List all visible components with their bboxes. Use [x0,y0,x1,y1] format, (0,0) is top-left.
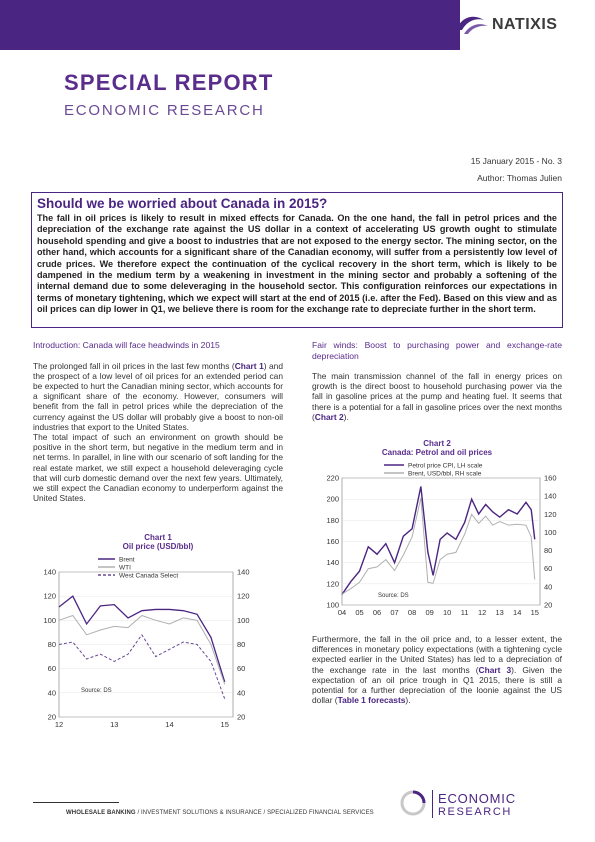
summary-body: The fall in oil prices is likely to result in mixed effects for Canada. On the one hand, the fall in petrol prices and the depreciation of the exchange rate against the US dollar in a context of accelerating US growth ought to stimulate household spending and give a boost to industries that are not exposed to the energy sector. The mining sector, on the other hand, which accounts for a significant share of the Canadian economy, will suffer from a persistently low level of crude prices. We therefore expect the continuation of the cyclical recovery in the short term, which is likely to be dampened in the medium term by a weakening in investment in the mining sector and probably a softening of the internal demand due to some deleveraging in the household sector. This configuration reinforces our expectations in terms of monetary tightening, which we expect will start at the end of 2015 (i.e. after the Fed). Based on this view and as oil prices can dip lower in Q1, we believe there is room for the exchange rate to depreciate further in the short term. [37,213,557,315]
chart2-title: Chart 2 [423,439,451,448]
chart2-y-tick-left: 200 [326,494,339,504]
chart1-source: Source: DS [81,688,112,694]
chart2-x-tick: 09 [425,608,434,617]
chart2-y-tick-right: 40 [544,582,553,592]
chart2-x-tick: 05 [355,608,364,617]
chart1-legend-label: WTI [119,564,131,572]
report-type: SPECIAL REPORT [64,70,274,95]
chart1-y-tick-right: 120 [237,591,250,601]
left-section-title: Introduction: Canada will face headwinds in 2015 [33,340,220,350]
left-p1-text-b: ) and the prospect of a low level of oil prices for an extended period can be expected to hurt the Canadian mining sector, which accounts for a significant share of the economy. However, consumers will benefit from the fall in petrol prices while the depreciation of the currency against the US dollar will probably give a boost to non-oil industries that export to the United States. [33,360,284,432]
chart2-y-tick-right: 140 [544,491,557,501]
footer-rule [33,802,119,803]
department: ECONOMIC RESEARCH [64,102,265,119]
left-paragraph-1 [33,361,283,432]
right-p1-text-b: ). [343,411,349,422]
chart2-y-tick-left: 100 [326,600,339,610]
left-column [33,340,283,503]
chart1-y-tick-right: 100 [237,615,250,625]
chart1-subtitle: Oil price (USD/bbl) [122,542,194,551]
chart1-x-tick: 14 [165,720,174,729]
summary-title: Should we be worried about Canada in 2015? [37,196,328,211]
chart2-y-tick-right: 100 [544,527,557,537]
footer-line-rest: / INVESTMENT SOLUTIONS & INSURANCE / SPECIALIZED FINANCIAL SERVICES [135,810,374,816]
issue-date: 15 January 2015 - No. 3 [470,156,562,166]
footer-line-bold: WHOLESALE BANKING [66,810,136,816]
table1-reference: Table 1 forecasts [337,695,406,706]
right-p2-text-a: Furthermore, the fall in the oil price and, to a lesser extent, the differences in monetary policy expectations (with a tightening cycle expected earlier in the United States) has led to a depreciation of the exchange rate in the last months ( [312,634,562,675]
chart1-y-tick-left: 120 [43,591,56,601]
chart2-y-tick-right: 20 [544,600,553,610]
right-column [312,340,562,422]
right-section-title: Fair winds: Boost to purchasing power and exchange-rate depreciation [312,340,562,361]
chart1-y-tick-right: 80 [237,640,246,649]
right-p2-text-b: ). Given the expectation of an oil price trough in Q1 2015, there is still a potential for a further depreciation of the loonie against the US dollar ( [312,664,562,706]
chart1-y-tick-left: 60 [47,664,56,674]
chart2-x-tick: 04 [337,608,347,617]
chart2-reference: Chart 2 [314,411,344,422]
chart2-y-tick-left: 180 [326,515,339,525]
chart1-legend-label: West Canada Select [119,572,179,580]
chart2-legend-label: Brent, USD/bbl, RH scale [408,470,482,478]
chart2-x-tick: 12 [478,608,487,617]
chart1-y-tick-left: 140 [43,567,56,577]
author: Author: Thomas Julien [477,173,562,183]
chart1-reference: Chart 1 [234,360,264,371]
chart1-y-tick-right: 140 [237,567,250,577]
chart2-y-tick-right: 80 [544,546,553,556]
chart3-reference: Chart 3 [478,664,512,675]
chart2-x-tick: 07 [390,608,399,617]
footer-economic: ECONOMIC [438,791,516,806]
chart2-y-tick-left: 220 [326,473,339,483]
chart1-y-tick-left: 80 [47,640,56,649]
chart1-legend-label: Brent [119,556,135,564]
chart2-y-tick-right: 160 [544,473,557,483]
chart2-y-tick-left: 160 [326,537,339,546]
chart2-x-tick: 08 [407,608,417,617]
left-paragraph-2: The total impact of such an environment on growth should be positive in the short term, but negative in the medium term and in net terms. In parallel, in line with our scenario of soft landing for the real estate market, we still expect a household deleveraging cycle that will curb domestic demand over the next few years. Ultimately, we still expect the Canadian economy to underperform against the United States. [33,431,283,504]
right-p1-text-a: The main transmission channel of the fall in energy prices on growth is the direct boost to household purchasing power via the fall in gasoline prices at the pump and heating fuel. It seems that there is a potential for a fall in gasoline prices over the next months ( [312,371,562,422]
chart1-series-brent [59,596,225,682]
chart2-x-tick: 10 [442,608,452,617]
chart1-y-tick-left: 40 [47,688,56,698]
chart1-y-tick-right: 40 [237,688,246,698]
left-p1-text-a: The prolonged fall in oil prices in the last few months ( [33,360,235,371]
chart2-x-tick: 06 [372,608,382,617]
brand-name: NATIXIS [492,16,558,33]
chart2-x-tick: 14 [513,608,522,617]
right-paragraph-1 [312,371,562,422]
footer-divider [432,790,433,818]
right-p2-text-c: ). [405,695,411,706]
chart1-x-tick: 15 [220,720,229,729]
chart2-series-petrol-cpi [342,486,535,594]
chart1-title: Chart 1 [144,533,172,542]
chart2-x-tick: 15 [530,608,539,617]
chart2-subtitle: Canada: Petrol and oil prices [381,448,493,457]
chart2-legend-label: Petrol price CPI, LH scale [408,462,483,470]
summary-box [31,192,563,328]
chart2-y-tick-right: 60 [544,564,553,574]
research-logo-icon [398,788,428,818]
footer-business-lines [66,810,374,816]
chart-2-petrol-oil [312,438,572,628]
footer-research: RESEARCH [438,806,512,818]
chart1-y-tick-left: 20 [47,712,56,722]
chart1-x-tick: 13 [110,720,119,729]
chart2-y-tick-right: 120 [544,509,557,519]
chart2-source: Source: DS [378,593,409,599]
chart2-x-tick: 11 [460,608,469,617]
chart2-y-tick-left: 120 [326,579,339,589]
chart1-series-wti [59,616,225,685]
chart2-x-tick: 13 [495,608,504,617]
chart1-y-tick-left: 100 [43,615,56,625]
header-band-fill [0,0,460,50]
chart1-y-tick-right: 20 [237,712,246,722]
chart2-y-tick-left: 140 [326,558,339,568]
right-paragraph-2 [312,634,562,705]
chart-1-oil-price [33,532,283,742]
chart1-x-tick: 12 [54,720,64,729]
chart1-y-tick-right: 60 [237,664,246,674]
